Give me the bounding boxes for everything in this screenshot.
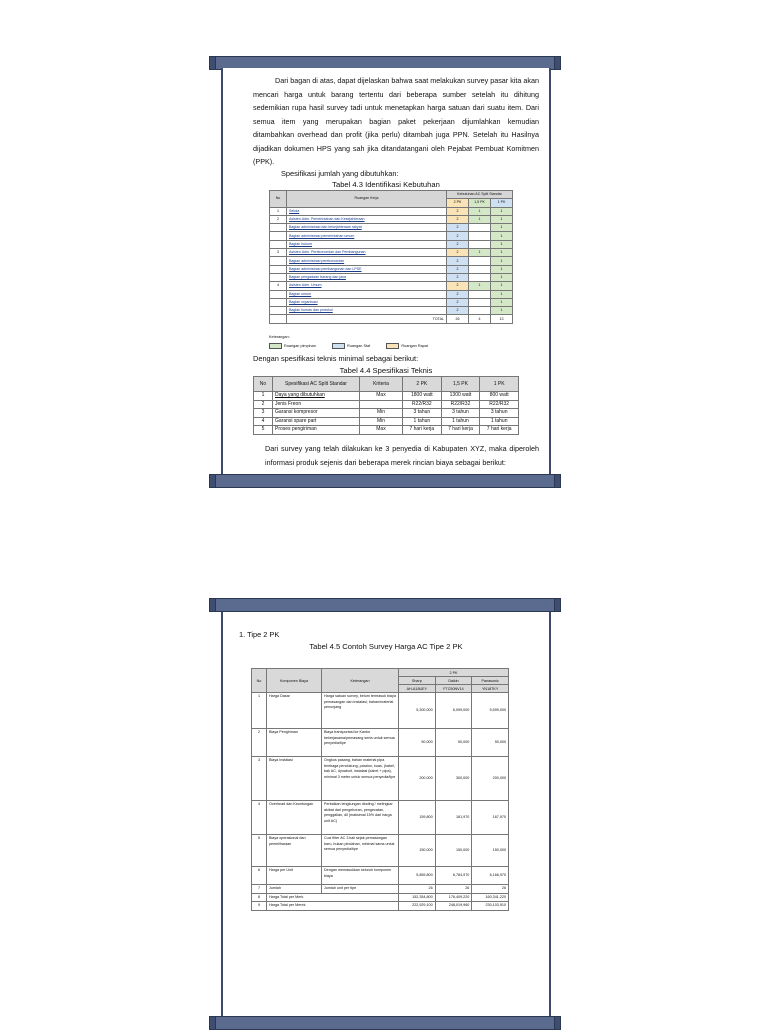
cell-name: Sekda [287,207,447,215]
cell-v: 26 [472,885,509,894]
cell-blank [270,315,287,323]
cell: 7 hari kerja [480,426,519,435]
table-row [254,409,519,418]
cell-no: 1 [270,207,287,215]
th-brand: Daikin [435,677,472,685]
cell-ket: Dengan memasukkan seluruh komponen biaya [322,867,399,885]
cell-b [469,224,491,232]
cell: 5 [254,426,273,435]
table-row [252,835,509,867]
spec-line: Spesifikasi jumlah yang dibutuhkan: [281,169,399,178]
cell: Jenis Freon [273,400,360,409]
cell-komponen: Biaya Instalasi [267,757,322,801]
intro-paragraph [253,74,539,169]
cell-a: 2 [447,265,469,273]
table-row [270,249,513,257]
cell-no [270,265,287,273]
th-no: No [252,669,267,693]
table45-caption: Tabel 4.5 Contoh Survey Harga AC Tipe 2 PK [309,642,463,651]
cell: 800 watt [480,392,519,401]
cell-v: 5,859,800 [399,867,436,885]
cell: 4 [254,417,273,426]
table-row [254,426,519,435]
table-header-row [254,377,519,392]
cell-no: 6 [252,867,267,885]
cell-ket: Harga satuan survey, belum termasuk biaya pemasangan dan instalasi, bahan/material penunjang [322,693,399,729]
cell-no [270,273,287,281]
th-room: Ruangan Kerja [287,191,447,208]
th-model: YN18TKY [472,685,509,693]
intro-text: Dari bagan di atas, dapat dijelaskan bahwa saat melakukan survey pasar kita akan mencari harga untuk barang tertentu dari beberapa sumber setelah itu dihitung sedemikian rupa hasil survey tadi untuk menetapkan harga satuan dari suatu item. Dari semua item yang merupakan bagian paket pekerjaan dijumlahkan kemudian ditambahkan overhead dan profit (jika perlu) ditambah juga PPN. Setelah itu Hasilnya dijadikan dokumen HPS yang sah jika ditandatangani oleh Pejabat Pembuat Komitmen (PPK). [253,76,539,166]
cell-a: 2 [447,257,469,265]
table43-caption: Tabel 4.3 Identifikasi Kebutuhan [332,180,440,189]
cell-v: 222,929,100 [399,902,436,911]
cell-c: 1 [491,257,513,265]
cell: R22/R32 [403,400,442,409]
cell: 1300 watt [441,392,480,401]
th: 2 PK [403,377,442,392]
table-row [270,298,513,306]
cell-v: 152,354,800 [399,893,436,902]
cell-ket: Biaya transportasi ke Kantor bekerjasama/pemasang serta untuk semua penyedia/tipe [322,729,399,757]
cell-komponen: Biaya Pengiriman [267,729,322,757]
table-row [254,417,519,426]
cell-no: 9 [252,902,267,911]
th: Kriteria [360,377,403,392]
total-a: 26 [447,315,469,323]
cell: Max [360,392,403,401]
cell-komponen: Overhead dan Keuntungan [267,801,322,835]
legend-swatch [332,343,345,349]
cell-no: 4 [252,801,267,835]
cell: 3 tahun [441,409,480,418]
cell-a: 2 [447,232,469,240]
th-group: Kebutuhan AC Split Standar [447,191,513,199]
cell-v: 50,000 [472,729,509,757]
cell-b: 1 [469,207,491,215]
table-row [270,282,513,290]
document-page-1 [221,68,551,474]
cell-ket: Cuci filter AC 3 kali sejak pemasangan baru, bukan pindahan, minimal sama untuk semua penyedia/tipe [322,835,399,867]
table-row [270,307,513,315]
cell-c: 1 [491,282,513,290]
cell-a: 2 [447,224,469,232]
cell-no: 1 [252,693,267,729]
cell-komponen: Jumlah [267,885,322,894]
table-row [270,265,513,273]
cell-name: Bagian administrasi dan kesejahteraan rakyat [287,224,447,232]
table-row [252,693,509,729]
cell-a: 2 [447,207,469,215]
cell-v: 26 [435,885,472,894]
cell-c: 1 [491,224,513,232]
cell-a: 2 [447,215,469,223]
closing-paragraph [265,442,539,469]
cell-a: 2 [447,273,469,281]
cell: 7 hari kerja [441,426,480,435]
cell: R22/R32 [480,400,519,409]
th-komponen: Komponen Biaya [267,669,322,693]
cell-no: 4 [270,282,287,290]
cell-no [270,290,287,298]
table44-caption: Tabel 4.4 Spesifikasi Teknis [339,366,433,375]
cell: R22/R32 [441,400,480,409]
th-1pk: 1 PK [491,199,513,207]
cell-v: 167,970 [472,801,509,835]
cell-komponen: Harga Total per Merk [267,893,399,902]
cell-c: 1 [491,207,513,215]
cell-komponen: Harga per Unit [267,867,322,885]
table-row [270,273,513,281]
table-row [270,207,513,215]
cell: 1 tahun [480,417,519,426]
cell-name: Bagian hukum [287,240,447,248]
cell-b [469,232,491,240]
table-row [270,240,513,248]
cell: 3 tahun [480,409,519,418]
table-row [252,757,509,801]
price-survey-table [251,668,509,911]
th-model: FTC50NV14 [435,685,472,693]
cell-b [469,257,491,265]
cell-v: 181,970 [435,801,472,835]
cell: Garansi spare part [273,417,360,426]
cell-b [469,307,491,315]
cell-ket: Perbaikan lengkungan dinding / melingkar akibat dari pengeboran, pengecatan, penggalian, dll (maksimal 15% dari harga unit AC) [322,801,399,835]
th: 1 PK [480,377,519,392]
cell-c: 1 [491,215,513,223]
cell-v: 26 [399,885,436,894]
cell-b [469,290,491,298]
cell-a: 2 [447,282,469,290]
cell-v: 50,000 [435,729,472,757]
cell: Max [360,426,403,435]
cell-komponen: Harga Total per Merek [267,902,399,911]
cell-no [270,232,287,240]
table-row [252,801,509,835]
cell-no: 2 [270,215,287,223]
section-heading: 1. Tipe 2 PK [239,630,280,639]
th-2pk: 2 PK [447,199,469,207]
cell-ket: Ongkos pasang, bahan material pipa tembaga pendukung, paralon, kuas, (kabel, bak AC, dynabolt, instalasi (kabel + pipa), minimal 3 meter untuk semua penyedia/tipe [322,757,399,801]
cell-b: 1 [469,249,491,257]
total-row [270,315,513,323]
table-row [254,400,519,409]
cell-v: 159,800 [399,801,436,835]
cell-name: Bagian organisasi [287,298,447,306]
spec-table [253,376,519,435]
table-row [270,232,513,240]
th-brand: Sharp [399,677,436,685]
cell-v: 6,099,000 [435,693,472,729]
cell: 1 tahun [403,417,442,426]
cell-ket: Jumlah unit per tipe [322,885,399,894]
cell-no [270,307,287,315]
cell-v: 200,000 [472,757,509,801]
spec-line-2: Dengan spesifikasi teknis minimal sebagai berikut: [253,354,419,363]
cell: Garansi kompresor [273,409,360,418]
cell: 1 tahun [441,417,480,426]
cell-name: Bagian pengadaan barang dan jasa [287,273,447,281]
cell-no [270,257,287,265]
table-row [252,893,509,902]
cell-v: 6,166,970 [472,867,509,885]
cell-a: 2 [447,249,469,257]
cell: 3 tahun [403,409,442,418]
needs-table [269,190,513,324]
total-b: 4 [469,315,491,323]
cell-c: 1 [491,290,513,298]
th-keterangan: Keterangan [322,669,399,693]
cell-c: 1 [491,240,513,248]
th-model: AH-A18UEY [399,685,436,693]
cell-c: 1 [491,249,513,257]
cell-b: 1 [469,215,491,223]
legend-title: Keterangan: [269,335,290,339]
cell-c: 1 [491,273,513,281]
page1-scroll-bottom [214,474,556,488]
cell-c: 1 [491,265,513,273]
th-brand: Panasonic [472,677,509,685]
th: Spesifikasi AC Split Standar [273,377,360,392]
table-row [270,257,513,265]
cell-name: Asisten Adm. Umum [287,282,447,290]
legend [269,343,428,349]
table-row [252,902,509,911]
cell-no: 7 [252,885,267,894]
cell-b: 1 [469,282,491,290]
cell-v: 150,000 [399,835,436,867]
cell-name: Bagian administrasi pemerintahan umum [287,232,447,240]
cell-no: 8 [252,893,267,902]
cell-a: 2 [447,240,469,248]
closing-text: Dari survey yang telah dilakukan ke 3 penyedia di Kabupaten XYZ, maka diperoleh informasi produk sejenis dari beberapa merek rincian biaya sebagai berikut: [265,444,539,467]
table-row [252,867,509,885]
cell-komponen: Harga Dasar [267,693,322,729]
cell-v: 150,000 [435,835,472,867]
cell-v: 5,300,000 [399,693,436,729]
cell-no: 3 [252,757,267,801]
th-no: No [270,191,287,208]
table-row [252,729,509,757]
th-group: 2 PK [399,669,509,677]
cell-c: 1 [491,298,513,306]
page2-scroll-top [214,598,556,612]
cell-v: 5,599,000 [472,693,509,729]
table-row [270,224,513,232]
cell-v: 176,409,220 [435,893,472,902]
th-15pk: 1,5 PK [469,199,491,207]
total-label: TOTAL [287,315,447,323]
cell-no: 2 [252,729,267,757]
cell-a: 2 [447,290,469,298]
cell-b [469,240,491,248]
cell: 7 hari kerja [403,426,442,435]
cell-v: 50,000 [399,729,436,757]
table-row [252,885,509,894]
cell: Daya yang dibutuhkan [273,392,360,401]
cell: 2 [254,400,273,409]
cell: 1 [254,392,273,401]
table-row [254,392,519,401]
cell-no [270,240,287,248]
cell-name: Bagian administrasi perekonomian [287,257,447,265]
cell-no [270,298,287,306]
legend-swatch [269,343,282,349]
cell-komponen: Biaya operasional dan pemeliharaan [267,835,322,867]
cell-b [469,265,491,273]
table-row [270,290,513,298]
cell-v: 230,103,910 [472,902,509,911]
cell: Proses pengiriman [273,426,360,435]
th: No [254,377,273,392]
legend-swatch [386,343,399,349]
cell: 3 [254,409,273,418]
cell: Min [360,417,403,426]
page2-scroll-bottom [214,1016,556,1030]
cell-a: 2 [447,298,469,306]
cell-v: 160,341,220 [472,893,509,902]
cell-v: 300,000 [435,757,472,801]
cell-name: Asisten Adm. Perekonomian dan Pembangunan [287,249,447,257]
cell-c: 1 [491,307,513,315]
cell-no: 5 [252,835,267,867]
cell-name: Bagian administrasi pembangunan dan LPSE [287,265,447,273]
document-page-2 [221,612,551,1024]
cell-name: Bagian umum [287,290,447,298]
cell-name: Bagian humas dan protokol [287,307,447,315]
cell-no: 3 [270,249,287,257]
cell-a: 2 [447,307,469,315]
th: 1,5 PK [441,377,480,392]
cell-v: 150,000 [472,835,509,867]
legend-item: Ruangan pimpinan [284,344,316,348]
cell-name: Asisten Adm. Pemerintahan dan Kesejahteraan [287,215,447,223]
cell: 1800 watt [403,392,442,401]
cell: Min [360,409,403,418]
cell-b [469,273,491,281]
table-row [270,215,513,223]
cell-b [469,298,491,306]
cell-v: 6,784,970 [435,867,472,885]
legend-item: Ruangan Staf [347,344,371,348]
cell-v: 248,019,960 [435,902,472,911]
cell-v: 200,000 [399,757,436,801]
total-c: 13 [491,315,513,323]
legend-item: Ruangan Rapat [401,344,428,348]
cell-no [270,224,287,232]
cell-c: 1 [491,232,513,240]
cell [360,400,403,409]
